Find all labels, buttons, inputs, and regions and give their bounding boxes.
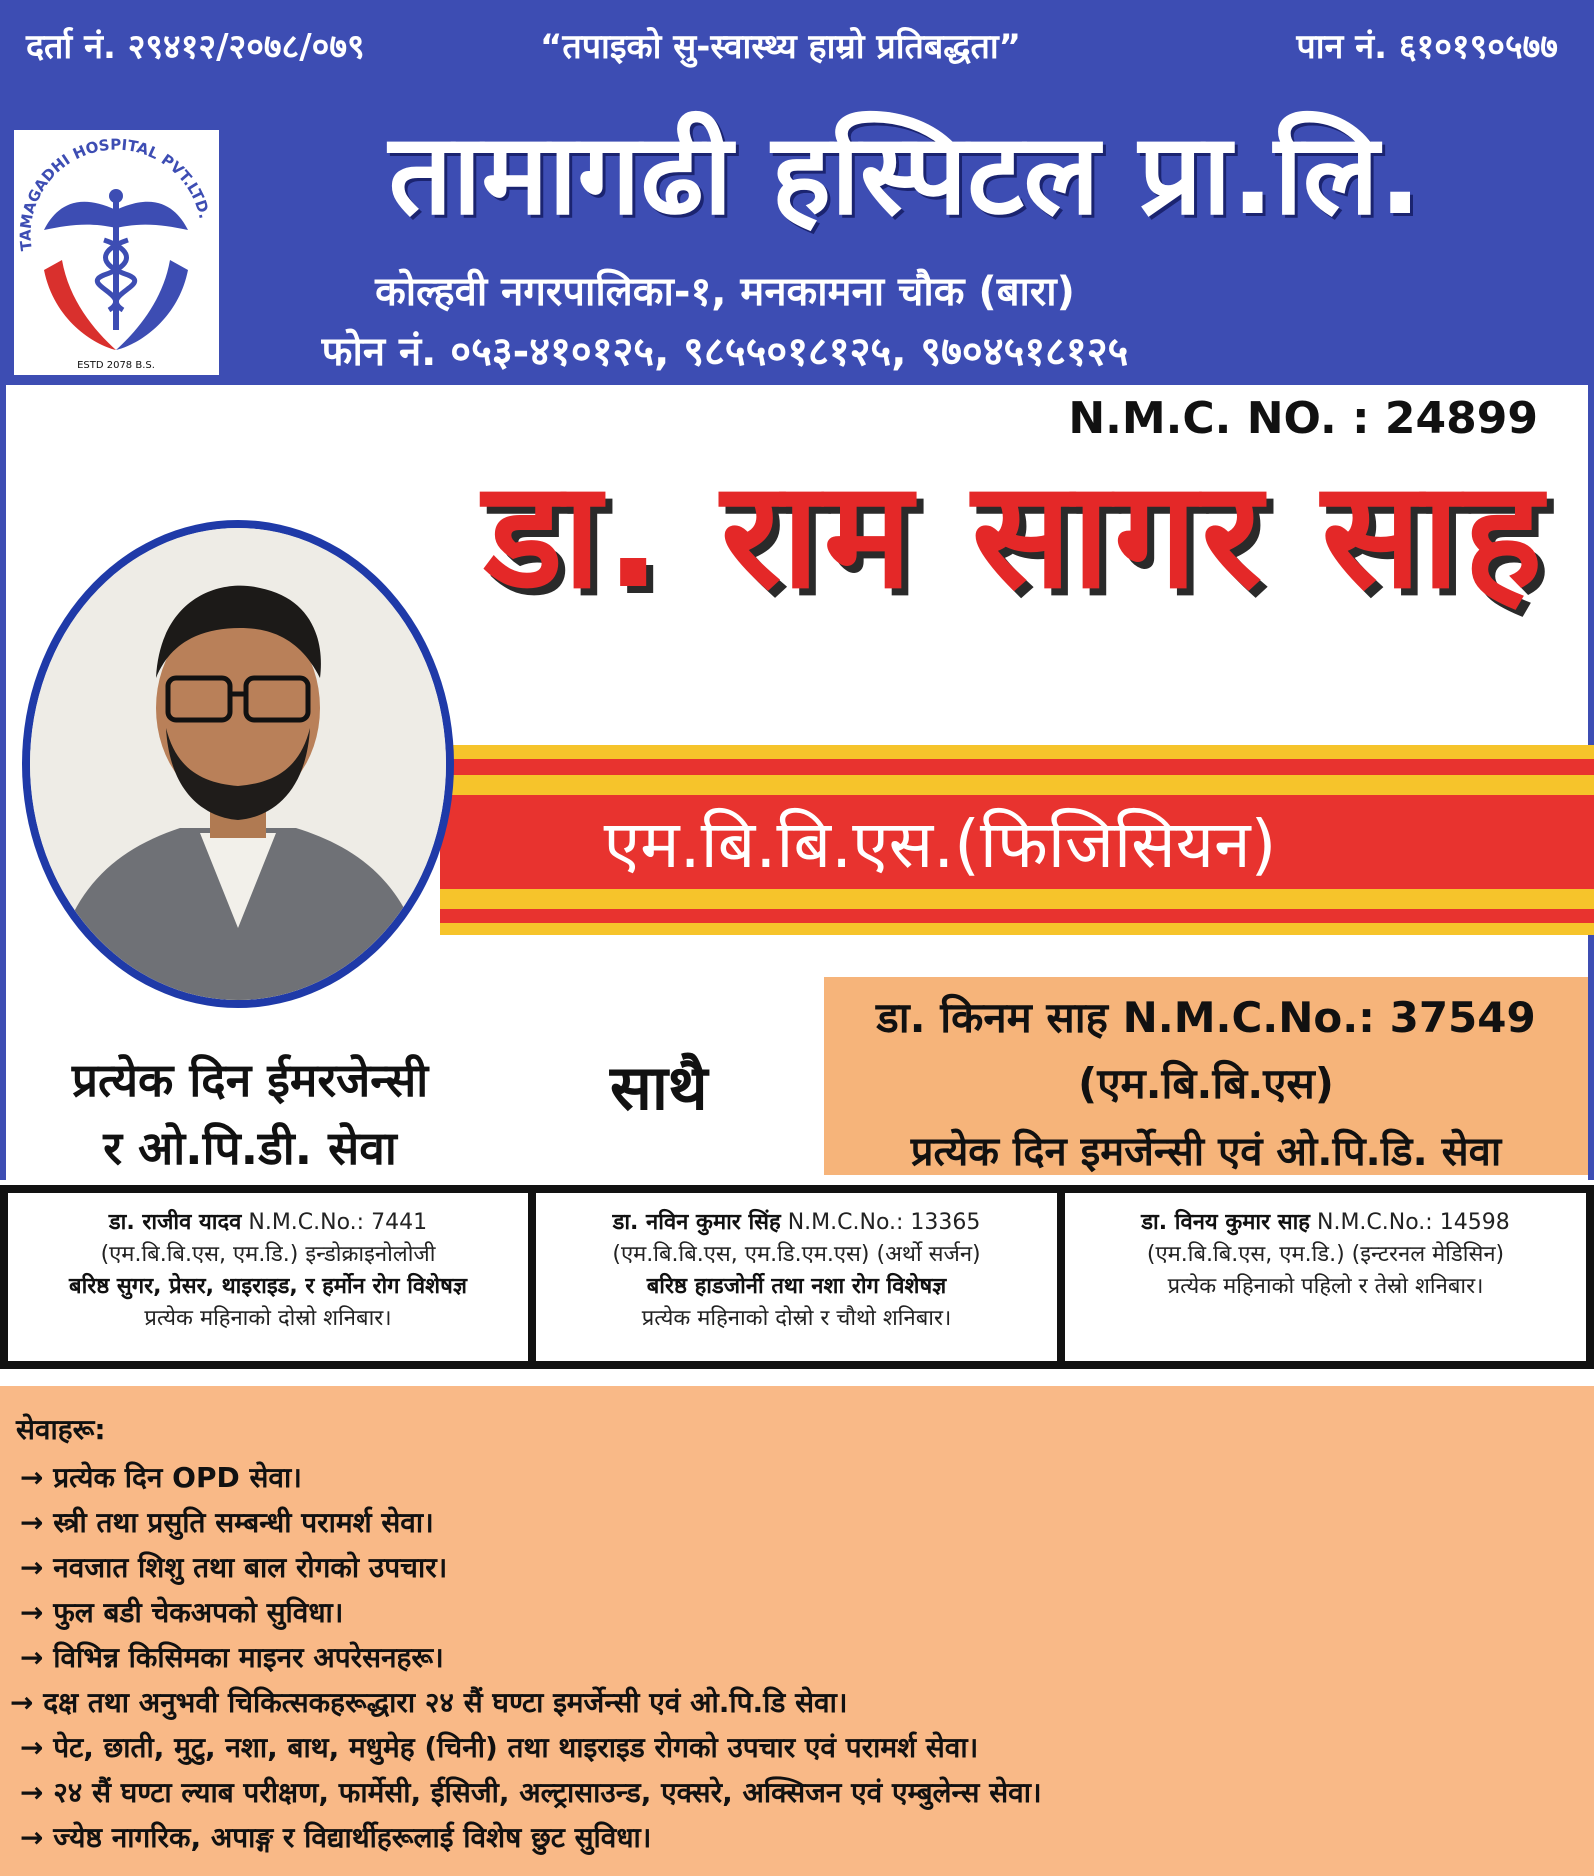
specialist-card: डा. नविन कुमार सिंह N.M.C.No.: 13365 (एम.बि.बि.एस, एम.डि.एम.एस) (अर्थो सर्जन) बरिष्ठ हाडजोर्नी तथा नशा रोग विशेषज्ञ प्रत्येक महिनाको दोस्रो र चौथो शनिबार। xyxy=(536,1193,1057,1361)
services-title: सेवाहरू: xyxy=(16,1413,106,1446)
caduceus-logo-icon xyxy=(14,130,219,375)
doctor-nmc-number: N.M.C. NO. : 24899 xyxy=(1068,393,1538,444)
service-item: → दक्ष तथा अनुभवी चिकित्सकहरूद्धारा २४ सैं घण्टा इमर्जेन्सी एवं ओ.पि.डि सेवा। xyxy=(10,1686,848,1719)
hospital-name: तामागढी हस्पिटल प्रा.लि. xyxy=(388,110,1422,240)
service-item: → स्त्री तथा प्रसुति सम्बन्धी परामर्श सेवा। xyxy=(20,1506,434,1539)
together-label: साथै xyxy=(610,1051,708,1124)
hospital-address: कोल्हवी नगरपालिका-१, मनकामना चौक (बारा) xyxy=(375,269,1075,315)
specialist-card: डा. विनय कुमार साह N.M.C.No.: 14598 (एम.बि.बि.एस, एम.डि.) (इन्टरनल मेडिसिन) प्रत्येक महिनाको पहिलो र तेस्रो शनिबार। xyxy=(1065,1193,1586,1361)
associate-doctor-name: डा. किनम साह N.M.C.No.: 37549 xyxy=(876,993,1536,1042)
doctor-portrait-icon xyxy=(30,528,446,1000)
service-item: → पेट, छाती, मुटु, नशा, बाथ, मधुमेह (चिनी) तथा थाइराइड रोगको उपचार एवं परामर्श सेवा। xyxy=(20,1731,979,1764)
service-item: → २४ सैं घण्टा ल्याब परीक्षण, फार्मेसी, ईसिजी, अल्ट्रासाउन्ड, एक्सरे, अक्सिजन एवं एम्बुलेन्स सेवा। xyxy=(20,1776,1042,1809)
hospital-logo xyxy=(14,130,219,375)
hospital-phone: फोन नं. ०५३-४१०१२५, ९८५५०१८१२५, ९७०४५१८१२५ xyxy=(321,329,1129,375)
registration-number: दर्ता नं. २९४१२/२०७८/०७९ xyxy=(26,27,365,67)
doctor-name: डा. राम सागर साह xyxy=(483,449,1547,621)
service-item: → प्रत्येक दिन OPD सेवा। xyxy=(20,1461,302,1494)
service-item: → नवजात शिशु तथा बाल रोगको उपचार। xyxy=(20,1551,448,1584)
pan-number: पान नं. ६१०१९०५७७ xyxy=(1296,27,1558,67)
svg-text:TAMAGADHI HOSPITAL PVT.LTD.: TAMAGADHI HOSPITAL PVT.LTD. xyxy=(16,135,214,252)
service-item: → विभिन्न किसिमका माइनर अपरेसनहरू। xyxy=(20,1641,444,1674)
specialist-card: डा. राजीव यादव N.M.C.No.: 7441 (एम.बि.बि.एस, एम.डि.) इन्डोक्राइनोलोजी बरिष्ठ सुगर, प्रेसर, थाइराइड, र हर्मोन रोग विशेषज्ञ प्रत्येक महिनाको दोस्रो शनिबार। xyxy=(8,1193,528,1361)
slogan: “तपाइको सु-स्वास्थ्य हाम्रो प्रतिबद्धता” xyxy=(540,27,1022,67)
svg-text:ESTD 2078 B.S.: ESTD 2078 B.S. xyxy=(77,360,155,371)
doctor-photo xyxy=(22,520,454,1008)
doctor-degree: एम.बि.बि.एस.(फिजिसियन) xyxy=(603,806,1277,883)
associate-doctor-service: प्रत्येक दिन इमर्जेन्सी एवं ओ.पि.डि. सेवा xyxy=(910,1129,1502,1175)
emergency-opd-text: प्रत्येक दिन ईमरजेन्सी र ओ.पि.डी. सेवा xyxy=(71,1053,429,1175)
service-item: → ज्येष्ठ नागरिक, अपाङ्ग र विद्यार्थीहरूलाई विशेष छुट सुविधा। xyxy=(20,1821,652,1854)
service-item: → फुल बडी चेकअपको सुविधा। xyxy=(20,1596,344,1629)
associate-doctor-degree: (एम.बि.बि.एस) xyxy=(1078,1059,1334,1108)
